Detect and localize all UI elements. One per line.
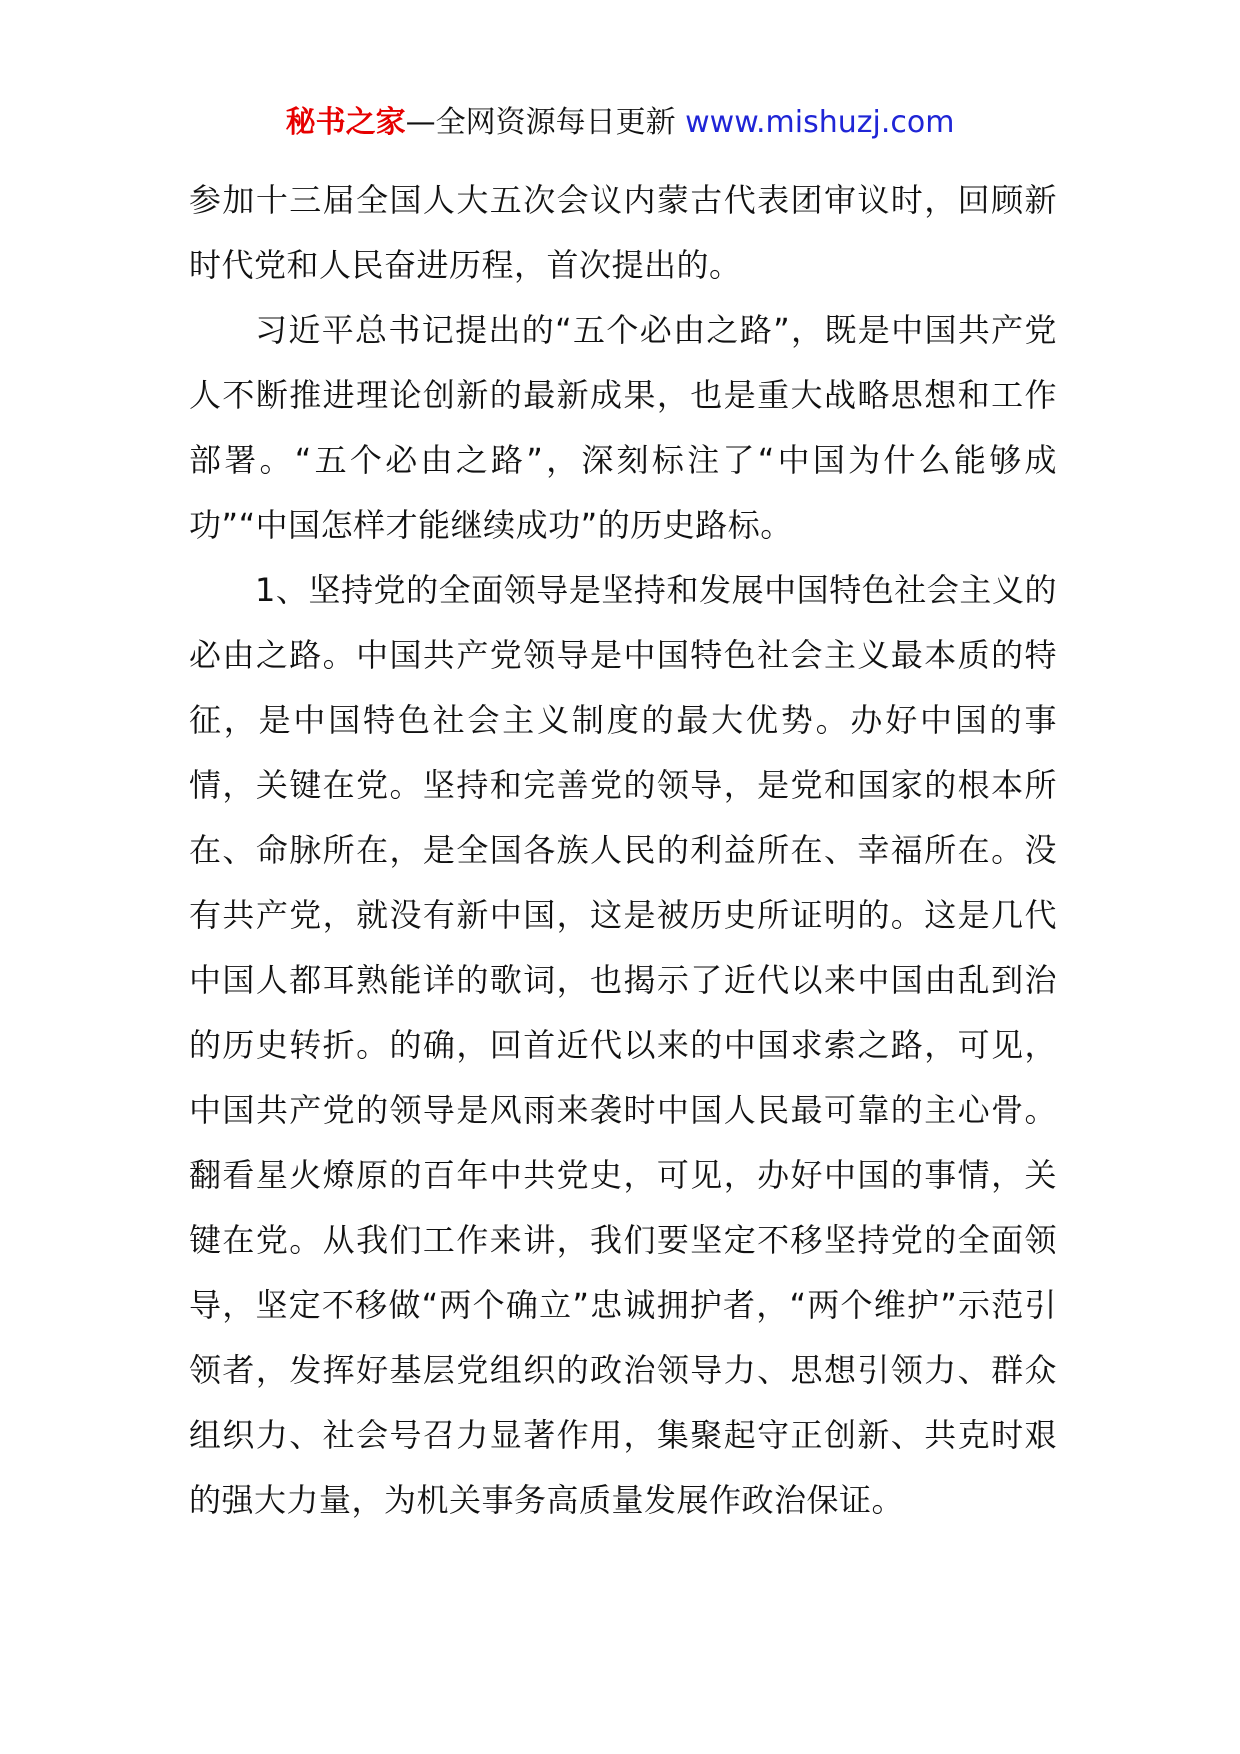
header-tagline: —全网资源每日更新 [405,105,686,140]
brand-name: 秘书之家 [285,105,406,140]
paragraph-continuation: 参加十三届全国人大五次会议内蒙古代表团审议时，回顾新时代党和人民奋进历程，首次提出的。 [189,181,1057,284]
document-body [189,168,1057,1533]
paragraph-five-paths: 习近平总书记提出的“五个必由之路”，既是中国共产党人不断推进理论创新的最新成果，也是重大战略思想和工作部署。“五个必由之路”，深刻标注了“中国为什么能够成功”“中国怎样才能继续成功”的历史路标。 [189,311,1057,544]
page-header [0,103,1240,143]
website-link[interactable]: www.mishuzj.com [685,105,955,140]
paragraph-party-leadership: 1、坚持党的全面领导是坚持和发展中国特色社会主义的必由之路。中国共产党领导是中国特色社会主义最本质的特征，是中国特色社会主义制度的最大优势。办好中国的事情，关键在党。坚持和完善党的领导，是党和国家的根本所在、命脉所在，是全国各族人民的利益所在、幸福所在。没有共产党，就没有新中国，这是被历史所证明的。这是几代中国人都耳熟能详的歌词，也揭示了近代以来中国由乱到治的历史转折。的确，回首近代以来的中国求索之路，可见，中国共产党的领导是风雨来袭时中国人民最可靠的主心骨。翻看星火燎原的百年中共党史，可见，办好中国的事情，关键在党。从我们工作来讲，我们要坚定不移坚持党的全面领导，坚定不移做“两个确立”忠诚拥护者，“两个维护”示范引领者，发挥好基层党组织的政治领导力、思想引领力、群众组织力、社会号召力显著作用，集聚起守正创新、共克时艰的强大力量，为机关事务高质量发展作政治保证。 [189,571,1057,1519]
